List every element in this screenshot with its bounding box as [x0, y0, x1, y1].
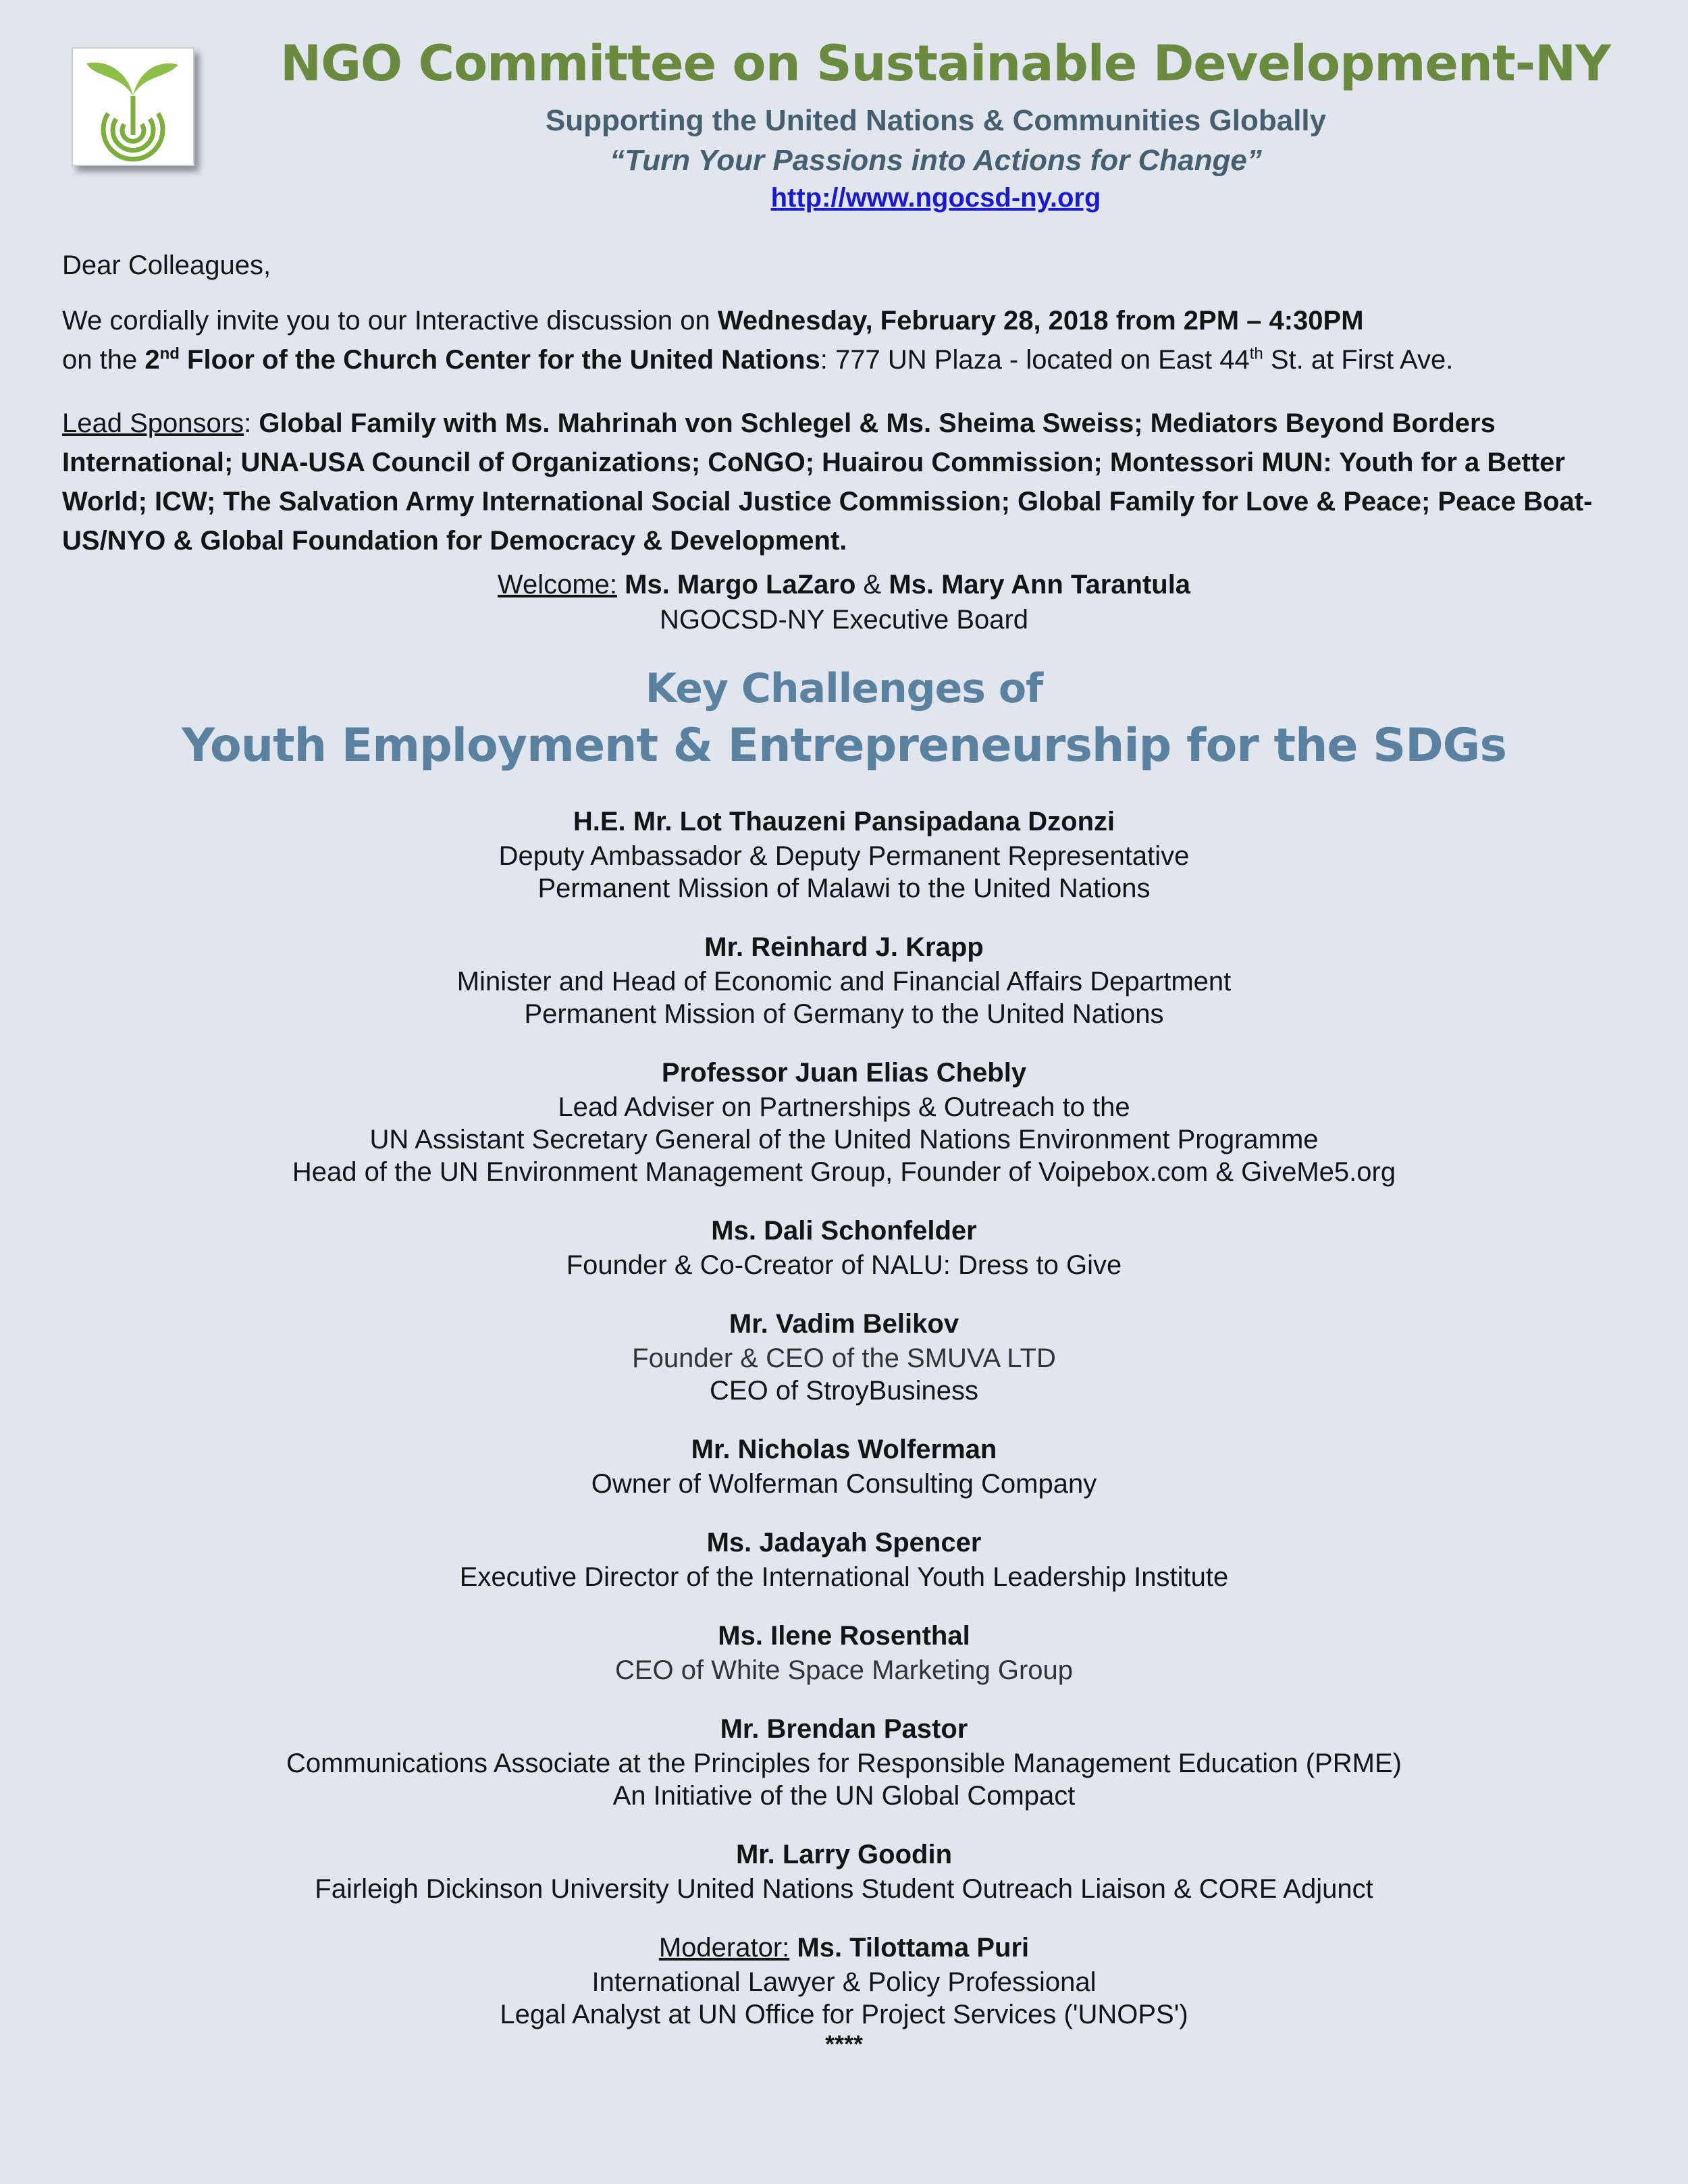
salutation: Dear Colleagues,	[62, 250, 271, 280]
speaker-name: Ms. Dali Schonfelder	[711, 1216, 977, 1246]
moderator-title: Legal Analyst at UN Office for Project Services ('UNOPS')	[500, 2000, 1188, 2029]
floor-number: 2	[144, 345, 160, 375]
speaker-title: Lead Adviser on Partnerships & Outreach to the	[558, 1092, 1130, 1122]
speaker-title: Executive Director of the International Youth Leadership Institute	[459, 1562, 1229, 1592]
speaker-name: Mr. Brendan Pastor	[720, 1714, 968, 1744]
closing-stars: ****	[824, 2030, 864, 2058]
speaker-title: Deputy Ambassador & Deputy Permanent Representative	[498, 841, 1190, 871]
moderator-title: International Lawyer & Policy Professional	[591, 1967, 1097, 1997]
organization-motto: “Turn Your Passions into Actions for Change”	[610, 144, 1262, 177]
welcome-host-2: Ms. Mary Ann Tarantula	[889, 570, 1191, 600]
sponsors-colon: :	[244, 408, 259, 438]
speaker-block	[0, 1306, 1688, 1407]
speaker-title: Permanent Mission of Malawi to the United Nations	[537, 874, 1151, 903]
speaker-title: Owner of Wolferman Consulting Company	[591, 1469, 1097, 1499]
speaker-name: Mr. Larry Goodin	[735, 1840, 953, 1869]
lead-sponsors-paragraph	[62, 404, 1635, 560]
section-title-line-1: Key Challenges of	[645, 665, 1043, 712]
speaker-title: CEO of StroyBusiness	[710, 1376, 978, 1406]
location-floor	[144, 345, 820, 375]
speaker-block	[0, 1213, 1688, 1281]
sponsors-label: Lead Sponsors	[62, 408, 244, 438]
floor-venue: Floor of the Church Center for the United Nations	[179, 345, 820, 375]
organization-title: NGO Committee on Sustainable Development-NY	[280, 35, 1611, 92]
speaker-name: Mr. Nicholas Wolferman	[691, 1435, 997, 1464]
speaker-title: Communications Associate at the Principles for Responsible Management Education (PRME)	[286, 1749, 1402, 1778]
speaker-list	[0, 803, 1688, 2082]
floor-ordinal: nd	[159, 344, 180, 363]
speaker-block	[0, 1431, 1688, 1500]
invitation-paragraph	[62, 301, 1453, 379]
speaker-title: An Initiative of the UN Global Compact	[612, 1781, 1076, 1811]
location-pre: on the	[62, 345, 145, 375]
organization-subtitle: Supporting the United Nations & Communities Globally	[545, 104, 1327, 137]
speaker-title: Permanent Mission of Germany to the United Nations	[524, 999, 1164, 1029]
speaker-block	[0, 1836, 1688, 1905]
event-date: Wednesday, February 28, 2018 from 2PM – 4:30PM	[717, 306, 1364, 336]
location-end: St. at First Ave.	[1263, 345, 1454, 375]
location-address: : 777 UN Plaza - located on East 44	[820, 345, 1250, 375]
sponsors-list: Global Family with Ms. Mahrinah von Schlegel & Ms. Sheima Sweiss; Mediators Beyond Borders International; UNA-USA Council of Organizations; CoNGO; Huairou Commission; Montessori MUN: Youth for a Better World; ICW; The Salvation Army International Social Justice Commission; Global Family for Love & Peace; Peace Boat-US/NYO & Global Foundation for Democracy & Development.	[62, 408, 1593, 556]
speaker-title: Founder & Co-Creator of NALU: Dress to Give	[566, 1250, 1122, 1280]
website-link[interactable]: http://www.ngocsd-ny.org	[770, 183, 1101, 213]
welcome-label: Welcome:	[497, 570, 618, 600]
moderator-block	[0, 1929, 1688, 2058]
speaker-block	[0, 1711, 1688, 1812]
street-ordinal: th	[1249, 344, 1263, 363]
speaker-block	[0, 1618, 1688, 1686]
welcome-and: &	[855, 570, 889, 600]
invite-intro: We cordially invite you to our Interactive discussion on	[62, 306, 718, 336]
welcome-host-1: Ms. Margo LaZaro	[625, 570, 856, 600]
speaker-block	[0, 1524, 1688, 1593]
speaker-title: Fairleigh Dickinson University United Nations Student Outreach Liaison & CORE Adjunct	[315, 1874, 1373, 1904]
speaker-name: Ms. Ilene Rosenthal	[718, 1621, 970, 1651]
speaker-block	[0, 803, 1688, 905]
speaker-block	[0, 929, 1688, 1030]
section-title-line-2: Youth Employment & Entrepreneurship for the SDGs	[182, 719, 1506, 772]
moderator-label: Moderator:	[658, 1933, 790, 1963]
speaker-block	[0, 1055, 1688, 1188]
speaker-title: Head of the UN Environment Management Group, Founder of Voipebox.com & GiveMe5.org	[292, 1157, 1396, 1187]
speaker-title: Founder & CEO of the SMUVA LTD	[632, 1343, 1056, 1373]
speaker-name: Mr. Vadim Belikov	[729, 1309, 959, 1339]
speaker-name: Ms. Jadayah Spencer	[706, 1528, 982, 1557]
speaker-title: CEO of White Space Marketing Group	[614, 1655, 1074, 1685]
speaker-name: Professor Juan Elias Chebly	[661, 1058, 1027, 1088]
moderator-line	[0, 1929, 1688, 1966]
moderator-name: Ms. Tilottama Puri	[797, 1933, 1030, 1963]
speaker-title: UN Assistant Secretary General of the United Nations Environment Programme	[369, 1125, 1319, 1154]
speaker-name: H.E. Mr. Lot Thauzeni Pansipadana Dzonzi	[573, 807, 1115, 836]
welcome-line	[0, 566, 1688, 604]
speaker-title: Minister and Head of Economic and Financial Affairs Department	[456, 967, 1232, 996]
executive-board: NGOCSD-NY Executive Board	[659, 605, 1029, 635]
speaker-name: Mr. Reinhard J. Krapp	[704, 932, 984, 962]
